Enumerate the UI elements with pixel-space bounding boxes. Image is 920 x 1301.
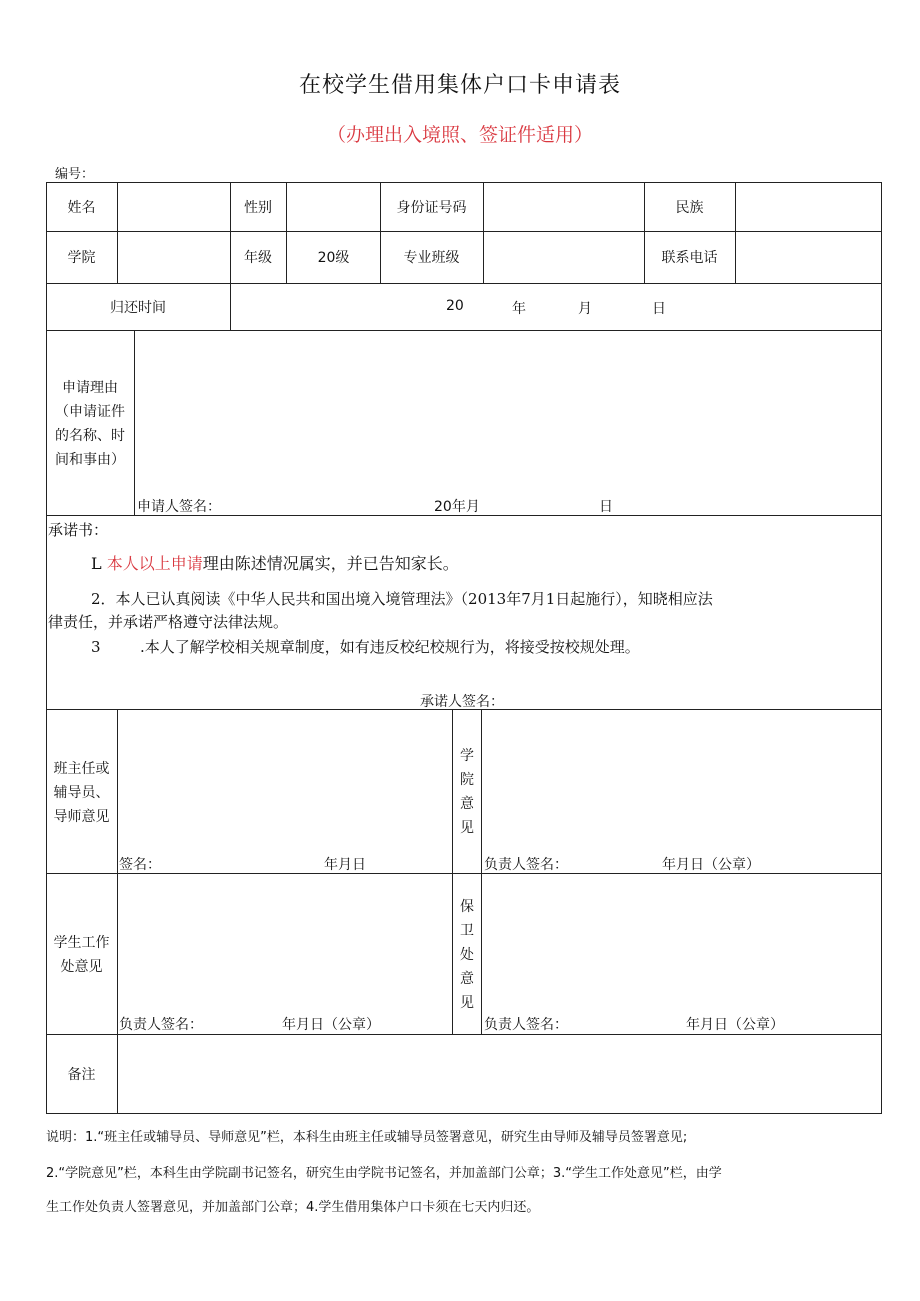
id-number-input[interactable] <box>484 182 644 231</box>
counselor-opinion-input[interactable] <box>118 710 452 850</box>
pledge-item-2-line-1: 2．本人已认真阅读《中华人民共和国出境入境管理法》（2013年7月1日起施行），知晓相应法 <box>91 590 713 608</box>
pledge-item-1-highlight: 本人以上申请 <box>106 554 203 573</box>
ethnicity-label: 民族 <box>675 199 704 216</box>
pledge-item-1-text: 理由陈述情况属实，并已告知家长。 <box>202 554 459 573</box>
form-number-label: 编号： <box>55 167 95 182</box>
reason-label-line: 申请理由 <box>62 380 118 396</box>
pledge-item-1 <box>91 552 459 576</box>
label-char: 见 <box>460 995 474 1011</box>
college-opinion-label <box>453 744 481 840</box>
class-input[interactable] <box>484 231 644 283</box>
page-subtitle: （办理出入境照、签证件适用） <box>326 124 593 146</box>
name-label: 姓名 <box>67 199 96 216</box>
security-signature-label: 负责人签名： <box>484 1017 568 1033</box>
id-number-label: 身份证号码 <box>396 199 467 216</box>
return-time-label: 归还时间 <box>110 299 166 316</box>
name-input[interactable] <box>118 182 230 231</box>
ethnicity-input[interactable] <box>736 182 882 231</box>
page-title: 在校学生借用集体户口卡申请表 <box>298 73 621 98</box>
applicant-date: 20年月 <box>434 499 480 515</box>
label-char: 见 <box>460 820 474 836</box>
label-char: 学 <box>460 748 474 764</box>
reason-label-line: 间和事由） <box>55 452 125 468</box>
label-line: 班主任或 <box>53 761 110 777</box>
applicant-day: 日 <box>599 499 613 515</box>
college-date: 年月日（公章） <box>662 857 760 873</box>
college-signature-label: 负责人签名： <box>484 857 568 873</box>
label-char: 处 <box>460 947 474 963</box>
security-date: 年月日（公章） <box>686 1017 784 1033</box>
return-year-prefix[interactable]: 20 <box>446 298 464 314</box>
counselor-signature-label: 签名： <box>119 857 161 873</box>
grade-label: 年级 <box>244 250 272 266</box>
label-line: 辅导员、 <box>53 785 110 801</box>
return-month-label: 月 <box>578 301 592 317</box>
pledge-heading: 承诺书： <box>48 521 109 539</box>
label-line: 处意见 <box>60 959 103 975</box>
notes-line-2: 2.“学院意见”栏，本科生由学院副书记签名，研究生由学院书记签名，并加盖部门公章；3.“学生工作处意见”栏，由学 <box>46 1166 722 1181</box>
college-opinion-input[interactable] <box>482 710 881 850</box>
counselor-opinion-label <box>46 757 117 829</box>
remarks-input[interactable] <box>118 1035 881 1113</box>
phone-label: 联系电话 <box>661 250 718 266</box>
label-char: 意 <box>460 971 474 987</box>
reason-label-line: （申请证件 <box>55 404 125 420</box>
grade-value[interactable]: 20级 <box>317 250 350 266</box>
remarks-label: 备注 <box>67 1067 96 1083</box>
return-day-label: 日 <box>652 301 666 317</box>
pledge-item-3-number: 3 <box>91 638 101 656</box>
label-line: 学生工作 <box>53 935 110 951</box>
college-label: 学院 <box>67 250 96 266</box>
gender-label: 性别 <box>244 199 272 216</box>
notes-line-1: 说明：1.“班主任或辅导员、导师意见”栏，本科生由班主任或辅导员签署意见，研究生由导师及辅导员签署意见; <box>46 1130 688 1145</box>
label-char: 卫 <box>460 923 474 939</box>
notes-line-3: 生工作处负责人签署意见，并加盖部门公章；4.学生借用集体户口卡须在七天内归还。 <box>46 1200 540 1215</box>
pledge-item-2-line-2: 律责任，并承诺严格遵守法律法规。 <box>48 613 289 631</box>
student-affairs-opinion-label <box>46 931 117 979</box>
security-opinion-label <box>453 895 481 1015</box>
student-affairs-signature-label: 负责人签名： <box>119 1017 203 1033</box>
label-char: 院 <box>460 772 474 788</box>
security-opinion-input[interactable] <box>482 874 881 1010</box>
reason-label <box>46 376 134 472</box>
pledge-signature-label: 承诺人签名： <box>420 694 504 710</box>
phone-input[interactable] <box>736 231 882 283</box>
return-year-label: 年 <box>512 301 526 317</box>
reason-label-line: 的名称、时 <box>55 428 125 444</box>
label-char: 意 <box>460 796 474 812</box>
label-char: 保 <box>460 899 474 915</box>
student-affairs-date: 年月日（公章） <box>282 1017 380 1033</box>
applicant-signature-label: 申请人签名： <box>137 499 221 515</box>
pledge-item-3: .本人了解学校相关规章制度，如有违反校纪校规行为，将接受按校规处理。 <box>140 638 640 656</box>
class-label: 专业班级 <box>403 250 460 266</box>
pledge-item-1-number: L <box>91 554 102 573</box>
gender-input[interactable] <box>287 182 380 231</box>
student-affairs-opinion-input[interactable] <box>118 874 452 1010</box>
college-input[interactable] <box>118 231 230 283</box>
label-line: 导师意见 <box>53 809 110 825</box>
reason-input[interactable] <box>135 331 881 491</box>
counselor-date: 年月日 <box>324 857 366 873</box>
